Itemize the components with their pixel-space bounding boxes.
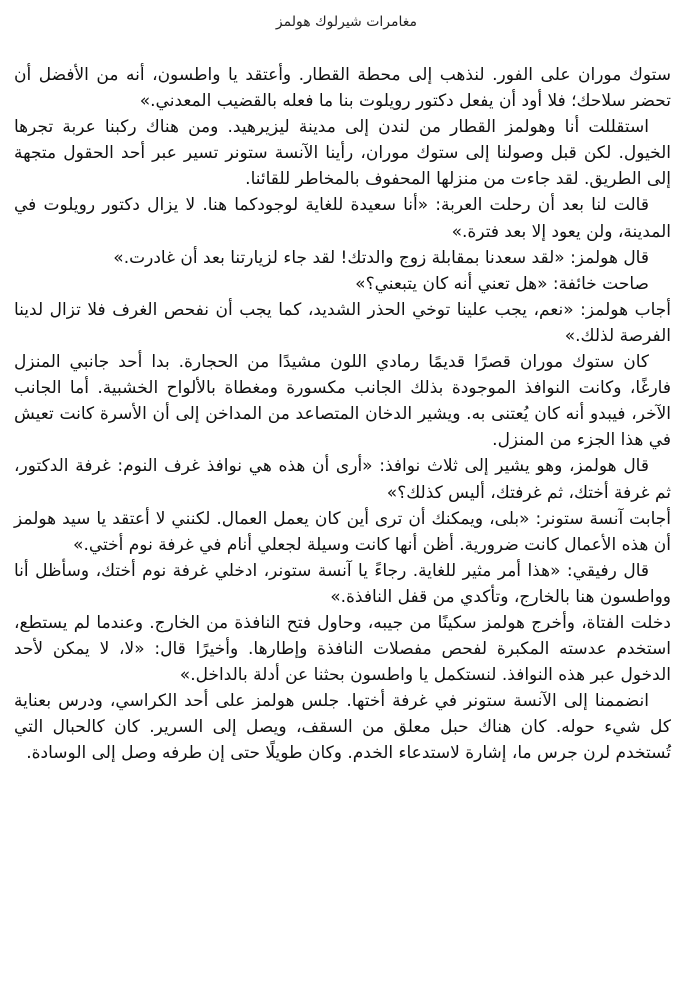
paragraph: صاحت خائفة: «هل تعني أنه كان يتبعني؟»: [355, 273, 649, 294]
paragraph: قال هولمز: «لقد سعدنا بمقابلة زوج والدتك! لقد جاء لزيارتنا بعد أن غادرت.»: [113, 247, 649, 268]
paragraph: انضممنا إلى الآنسة ستونر في غرفة أختها. جلس هولمز على أحد الكراسي، ودرس بعناية كل شيء حوله. كان هناك حبل معلق من السقف، ويصل إلى السرير. كان كالحبال التي تُستخدم لرن جرس ما، إشارة لاستدعاء الخدم. وكان طويلًا حتى إن طرفه وصل إلى الوسادة.: [14, 691, 671, 764]
paragraph: ستوك موران على الفور. لنذهب إلى محطة القطار. وأعتقد يا واطسون، أنه من الأفضل أن تحضر سلاحك؛ فلا أود أن يفعل دكتور رويلوت بنا ما فعله بالقضيب المعدني.»: [14, 65, 671, 112]
paragraph: دخلت الفتاة، وأخرج هولمز سكينًا من جيبه، وحاول فتح النافذة من الخارج. وعندما لم يستطع، استخدم عدسته المكبرة لفحص مفصلات النافذة وإطارها. وأخيرًا قال: «لا، لا يمكن لأحد الدخول عبر هذه النوافذ. لنستكمل يا واطسون بحثنا عن أدلة بالداخل.»: [14, 612, 671, 686]
running-header: مغامرات شيرلوك هولمز: [275, 14, 418, 30]
paragraph: كان ستوك موران قصرًا قديمًا رمادي اللون مشيدًا من الحجارة. بدا أحد جانبي المنزل فارغًا، وكانت النوافذ الموجودة بذلك الجانب مكسورة ومغطاة بالألواح الخشبية. أما الجانب الآخر، فيبدو أنه كان يُعتنى به. ويشير الدخان المتصاعد من المداخن إلى أن الأسرة كانت تعيش في هذا الجزء من المنزل.: [14, 352, 671, 451]
paragraph: قالت لنا بعد أن رحلت العربة: «أنا سعيدة للغاية لوجودكما هنا. لا يزال دكتور رويلوت في المدينة، ولن يعود إلا بعد فترة.»: [14, 195, 671, 242]
paragraph: أجاب هولمز: «نعم، يجب علينا توخي الحذر الشديد، كما يجب أن نفحص الغرف فلا تزال لدينا الفرصة لذلك.»: [14, 299, 671, 346]
paragraph: قال هولمز، وهو يشير إلى ثلاث نوافذ: «أرى أن هذه هي نوافذ غرف النوم: غرفة الدكتور، ثم غرفة أختك، ثم غرفتك، أليس كذلك؟»: [14, 456, 671, 503]
paragraph: قال رفيقي: «هذا أمر مثير للغاية. رجاءً يا آنسة ستونر، ادخلي غرفة نوم أختك، وسأظل أنا وواطسون هنا بالخارج، وتأكدي من قفل النافذة.»: [14, 560, 671, 607]
paragraph: استقللت أنا وهولمز القطار من لندن إلى مدينة ليزيرهيد. ومن هناك ركبنا عربة تجرها الخيول. لكن قبل وصولنا إلى ستوك موران، رأينا الآنسة ستونر تسير عبر أحد الحقول متجهة إلى الطريق. لقد جاءت من منزلها المحفوف بالمخاطر للقائنا.: [14, 117, 671, 190]
paragraph: أجابت آنسة ستونر: «بلى، ويمكنك أن ترى أين كان يعمل العمال. لكنني لا أعتقد يا سيد هولمز أن هذه الأعمال كانت ضرورية. أظن أنها كانت وسيلة لجعلي أنام في غرفة نوم أختي.»: [14, 508, 671, 555]
body-text: [14, 62, 671, 767]
